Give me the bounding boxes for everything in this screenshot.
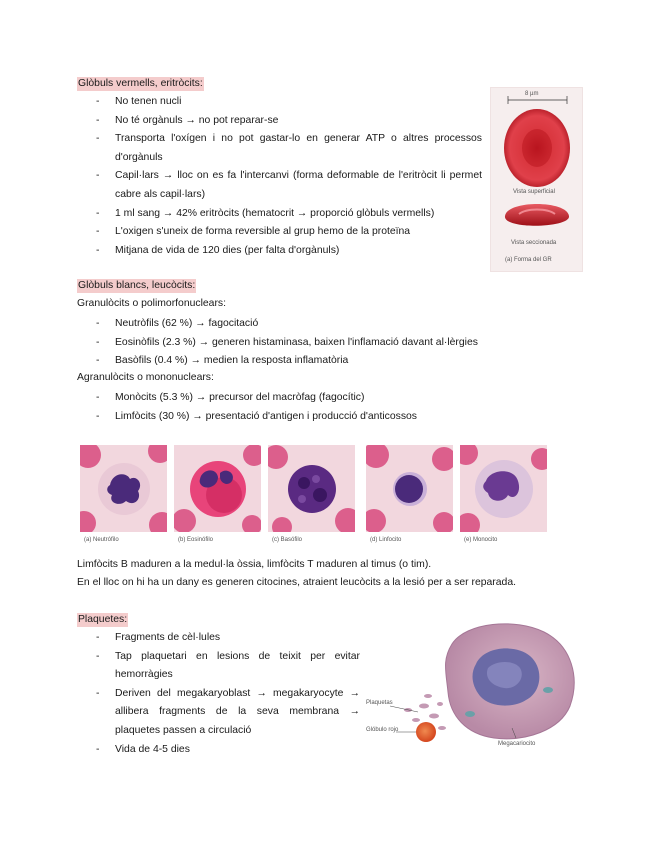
cytokine-note: En el lloc on hi ha un dany es generen citocines, atraient leucòcits a la lesió per a ser reparada. bbox=[77, 577, 516, 588]
lymphocyte-caption: (d) Linfocito bbox=[370, 537, 402, 543]
basophil-caption: (c) Basófilo bbox=[272, 537, 303, 543]
rbc-shape-figure bbox=[490, 87, 583, 272]
leukocyte-figure bbox=[80, 445, 575, 547]
megakaryocyte-figure bbox=[366, 616, 581, 756]
list-item: - Mitjana de vida de 120 dies (per falta d'orgànuls) bbox=[77, 242, 482, 261]
megakaryocyte-illustration bbox=[366, 616, 581, 756]
list-item: - Fragments de cèl·lules bbox=[77, 629, 360, 648]
monocyte-image bbox=[460, 445, 547, 532]
rbc-heading: Glòbuls vermells, eritròcits: bbox=[78, 78, 203, 89]
megakaryocyte-label: Megacariocito bbox=[498, 741, 536, 747]
lymphocyte-note: Limfòcits B maduren a la medul·la òssia, limfòcits T maduren al timus (o tim). bbox=[77, 559, 432, 570]
list-item: - Tap plaquetari en lesions de teixit per evitar hemorràgies bbox=[77, 648, 360, 685]
platelets-heading: Plaquetes: bbox=[78, 614, 128, 625]
list-item: - No tenen nucli bbox=[77, 93, 482, 112]
list-item: - Limfòcits (30 %) → presentació d'antigen i producció d'anticossos bbox=[77, 408, 577, 427]
granulocytes-list bbox=[77, 315, 577, 371]
list-item: - Capil·lars → lloc on es fa l'intercanvi (forma deformable de l'eritròcit li permet cabre als capil·lars) bbox=[77, 167, 482, 204]
list-item: - Monòcits (5.3 %) → precursor del macròfag (fagocític) bbox=[77, 389, 577, 408]
rbc-list bbox=[77, 93, 482, 260]
list-item: - Deriven del megakaryoblast → megakaryocyte → allibera fragments de la seva membrana → plaquetes passen a circulació bbox=[77, 685, 360, 741]
basophil-image bbox=[268, 445, 355, 532]
wbc-heading: Glòbuls blancs, leucòcits: bbox=[78, 280, 196, 291]
rbc-size-label: 8 µm bbox=[525, 91, 539, 97]
eosinophil-caption: (b) Eosinófilo bbox=[178, 537, 214, 543]
list-item: - Neutròfils (62 %) → fagocitació bbox=[77, 315, 577, 334]
list-item: - L'oxigen s'uneix de forma reversible al grup hemo de la proteïna bbox=[77, 223, 482, 242]
list-item: - Vida de 4-5 dies bbox=[77, 741, 360, 760]
rbc-figure-caption: (a) Forma del GR bbox=[505, 257, 552, 263]
granulocytes-label: Granulòcits o polimorfonuclears: bbox=[77, 298, 227, 309]
list-item: - Basòfils (0.4 %) → medien la resposta inflamatòria bbox=[77, 352, 577, 371]
list-item: - 1 ml sang → 42% eritròcits (hematocrit → proporció glòbuls vermells) bbox=[77, 205, 482, 224]
rbc-section-label: Vista seccionada bbox=[511, 240, 557, 246]
neutrophil-caption: (a) Neutrófilo bbox=[84, 537, 119, 543]
rbc-label: Glóbulo rojo bbox=[366, 727, 399, 733]
list-item: - No té orgànuls → no pot reparar-se bbox=[77, 112, 482, 131]
agranulocytes-list bbox=[77, 389, 577, 426]
list-item: - Eosinòfils (2.3 %) → generen histaminasa, baixen l'inflamació davant al·lèrgies bbox=[77, 334, 577, 353]
platelets-label: Plaquetas bbox=[366, 700, 393, 706]
neutrophil-image bbox=[80, 445, 167, 532]
list-item: - Transporta l'oxígen i no pot gastar-lo en generar ATP o altres processos d'orgànuls bbox=[77, 130, 482, 167]
agranulocytes-label: Agranulòcits o mononuclears: bbox=[77, 372, 214, 383]
eosinophil-image bbox=[174, 445, 261, 532]
platelets-list bbox=[77, 629, 360, 759]
rbc-top-view-label: Vista superficial bbox=[513, 189, 555, 195]
monocyte-caption: (e) Monocito bbox=[464, 537, 498, 543]
lymphocyte-image bbox=[366, 445, 453, 532]
